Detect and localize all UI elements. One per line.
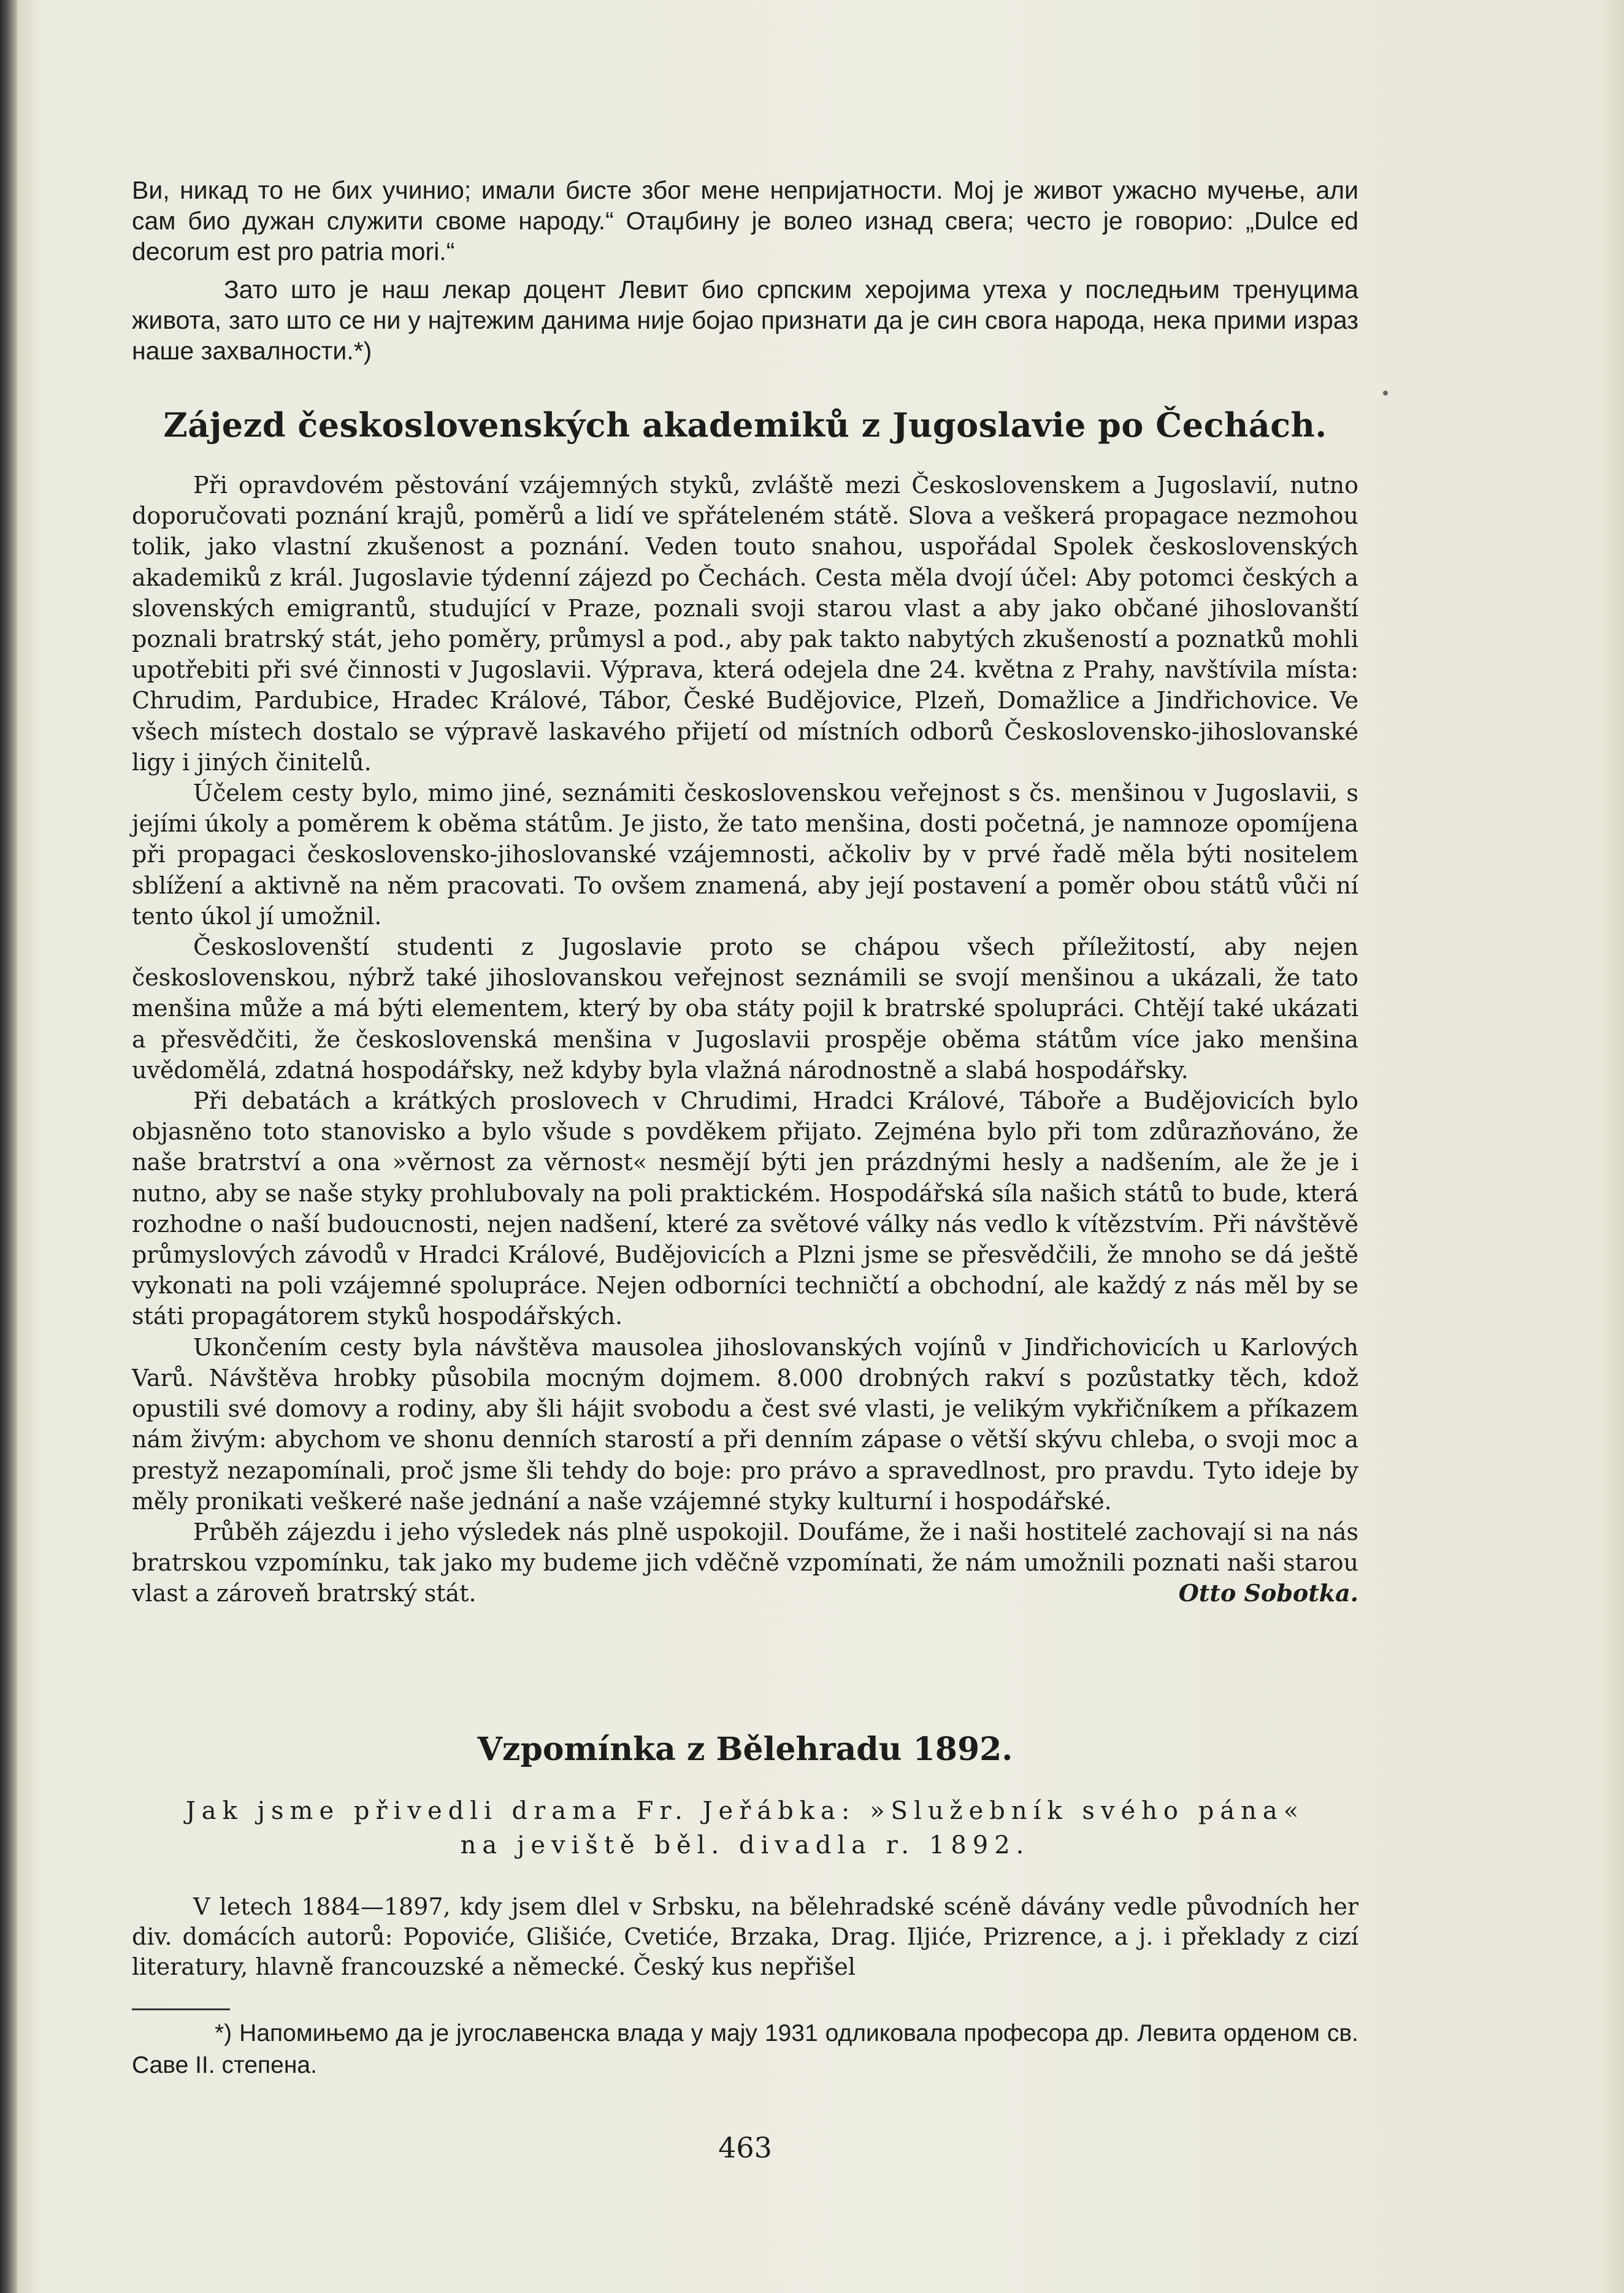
footnote: *) Напомињемо да је југославенска влада у мају 1931 одликовала професора др. Левита орденом св. Саве II. степена. (132, 2020, 1358, 2078)
author-signature: Otto Sobotka. (1178, 1579, 1358, 1607)
subtitle-line: Jak jsme přivedli drama Fr. Jeřábka: »Služebník svého pána« (185, 1797, 1305, 1825)
paragraph: V letech 1884—1897, kdy jsem dlel v Srbsku, na bělehradské scéně dávány vedle původních her div. domácích autorů: Popoviće, Glišiće, Cvetiće, Brzaka, Drag. Iljiće, Prizrence, a j. i překlady z cizí literatury, hlavně francouzské a německé. Český kus nepřišel (132, 1893, 1358, 1980)
closing-text: Průběh zájezdu i jeho výsledek nás plně uspokojil. Doufáme, že i naši hostitelé zachovají si na nás bratrskou vzpomínku, tak jako my budeme jich vděčně vzpomínati, že nám umožnili poznati naši starou vlast a zároveň bratrský stát. (132, 1518, 1358, 1607)
article-subtitle (132, 1794, 1358, 1862)
book-spine (0, 0, 17, 2293)
article-title: Vzpomínka z Bělehradu 1892. (477, 1731, 1013, 1768)
ink-speck (1383, 391, 1388, 396)
article-body (132, 1892, 1358, 1982)
serbian-paragraph: Ви, никад то не бих учинио; имали бисте због мене непријатности. Мој је живот ужасно мучење, али сам био дужан служити своме народу.“ Отаџбину је волео изнад свега; често је говорио: „Dulce ed decorum est pro patria mori.“ (132, 176, 1358, 266)
serbian-text-block (132, 175, 1358, 366)
page-number: 463 (718, 2131, 772, 2164)
article-title: Zájezd československých akademiků z Jugoslavie po Čechách. (163, 405, 1327, 445)
paragraph: Účelem cesty bylo, mimo jiné, seznámiti československou veřejnost s čs. menšinou v Jugoslavii, s jejími úkoly a poměrem k oběma státům. Je jisto, že tato menšina, dosti početná, je namnoze opomíjena při propagaci československo-jihoslovanské vzájemnosti, ačkoliv by v prvé řadě měla býti nositelem sblížení a aktivně na něm pracovati. To ovšem znamená, aby její postavení a poměr obou států vůči ní tento úkol jí umožnil. (132, 779, 1358, 930)
footnote-rule (132, 2008, 230, 2010)
paragraph: Ukončením cesty byla návštěva mausolea jihoslovanských vojínů v Jindřichovicích u Karlových Varů. Návštěva hrobky působila mocným dojmem. 8.000 drobných rakví s pozůstatky těch, kdož opustili své domovy a rodiny, aby šli hájit svobodu a čest své vlasti, je velikým vykřičníkem a příkazem nám živým: abychom ve shonu denních starostí a při denním zápase o větší skývu chleba, o svoji moc a prestyž nezapomínali, proč jsme šli tehdy do boje: pro právo a spravedlnost, pro pravdu. Tyto ideje by měly pronikati veškeré naše jednání a naše vzájemné styky kulturní i hospodářské. (132, 1333, 1358, 1515)
paragraph: Českoslovenští studenti z Jugoslavie proto se chápou všech příležitostí, aby nejen československou, nýbrž také jihoslovanskou veřejnost seznámili se svojí menšinou a ukázali, že tato menšina může a má býti elementem, který by oba státy pojil k bratrské spolupráci. Chtějí také ukázati a přesvědčiti, že československá menšina v Jugoslavii prospěje oběma státům více jako menšina uvědomělá, zdatná hospodářsky, než kdyby byla vlažná národnostně a slabá hospodářsky. (132, 933, 1358, 1084)
paragraph: Při debatách a krátkých proslovech v Chrudimi, Hradci Králové, Táboře a Budějovicích bylo objasněno toto stanovisko a bylo všude s povděkem přijato. Zejména bylo při tom zdůrazňováno, že naše bratrství a ona »věrnost za věrnost« nesmějí býti jen prázdnými hesly a nadšením, ale že je i nutno, aby se naše styky prohlubovaly na poli praktickém. Hospodářská síla našich států to bude, která rozhodne o naší budoucnosti, nejen nadšení, které za světové války nás vedlo k vítězstvím. Při návštěvě průmyslových závodů v Hradci Králové, Budějovicích a Plzni jsme se přesvědčili, že mnoho se dá ještě vykonati na poli vzájemné spolupráce. Nejen odborníci techničtí a obchodní, ale každý z nás měl by se státi propagátorem styků hospodářských. (132, 1087, 1358, 1330)
article-body (132, 470, 1358, 1609)
paragraph: Při opravdovém pěstování vzájemných styků, zvláště mezi Československem a Jugoslavií, nutno doporučovati poznání krajů, poměrů a lidí ve spřáteleném státě. Slova a veškerá propagace nezmohou tolik, jako vlastní zkušenost a poznání. Veden touto snahou, uspořádal Spolek československých akademiků z král. Jugoslavie týdenní zájezd po Čechách. Cesta měla dvojí účel: Aby potomci českých a slovenských emigrantů, studující v Praze, poznali svoji starou vlast a aby jako občané jihoslovanští poznali bratrský stát, jeho poměry, průmysl a pod., aby pak takto nabytých zkušeností a poznatků mohli upotřebiti při své činnosti v Jugoslavii. Výprava, která odejela dne 24. května z Prahy, navštívila místa: Chrudim, Pardubice, Hradec Králové, Tábor, České Budějovice, Plzeň, Domažlice a Jindřichovice. Ve všech místech dostalo se výpravě laskavého přijetí od místních odborů Československo-jihoslovanské ligy i jiných činitelů. (132, 472, 1358, 776)
subtitle-line: na jeviště běl. divadla r. 1892. (460, 1831, 1030, 1859)
page-edge (1599, 0, 1624, 2293)
serbian-paragraph: Зато што је наш лекар доцент Левит био српским херојима утеха у последњим тренуцима живота, зато што се ни у најтежим данима није бојао признати да је син свога народа, нека прими израз наше захвалности.*) (132, 275, 1358, 365)
closing-paragraph (132, 1517, 1358, 1609)
